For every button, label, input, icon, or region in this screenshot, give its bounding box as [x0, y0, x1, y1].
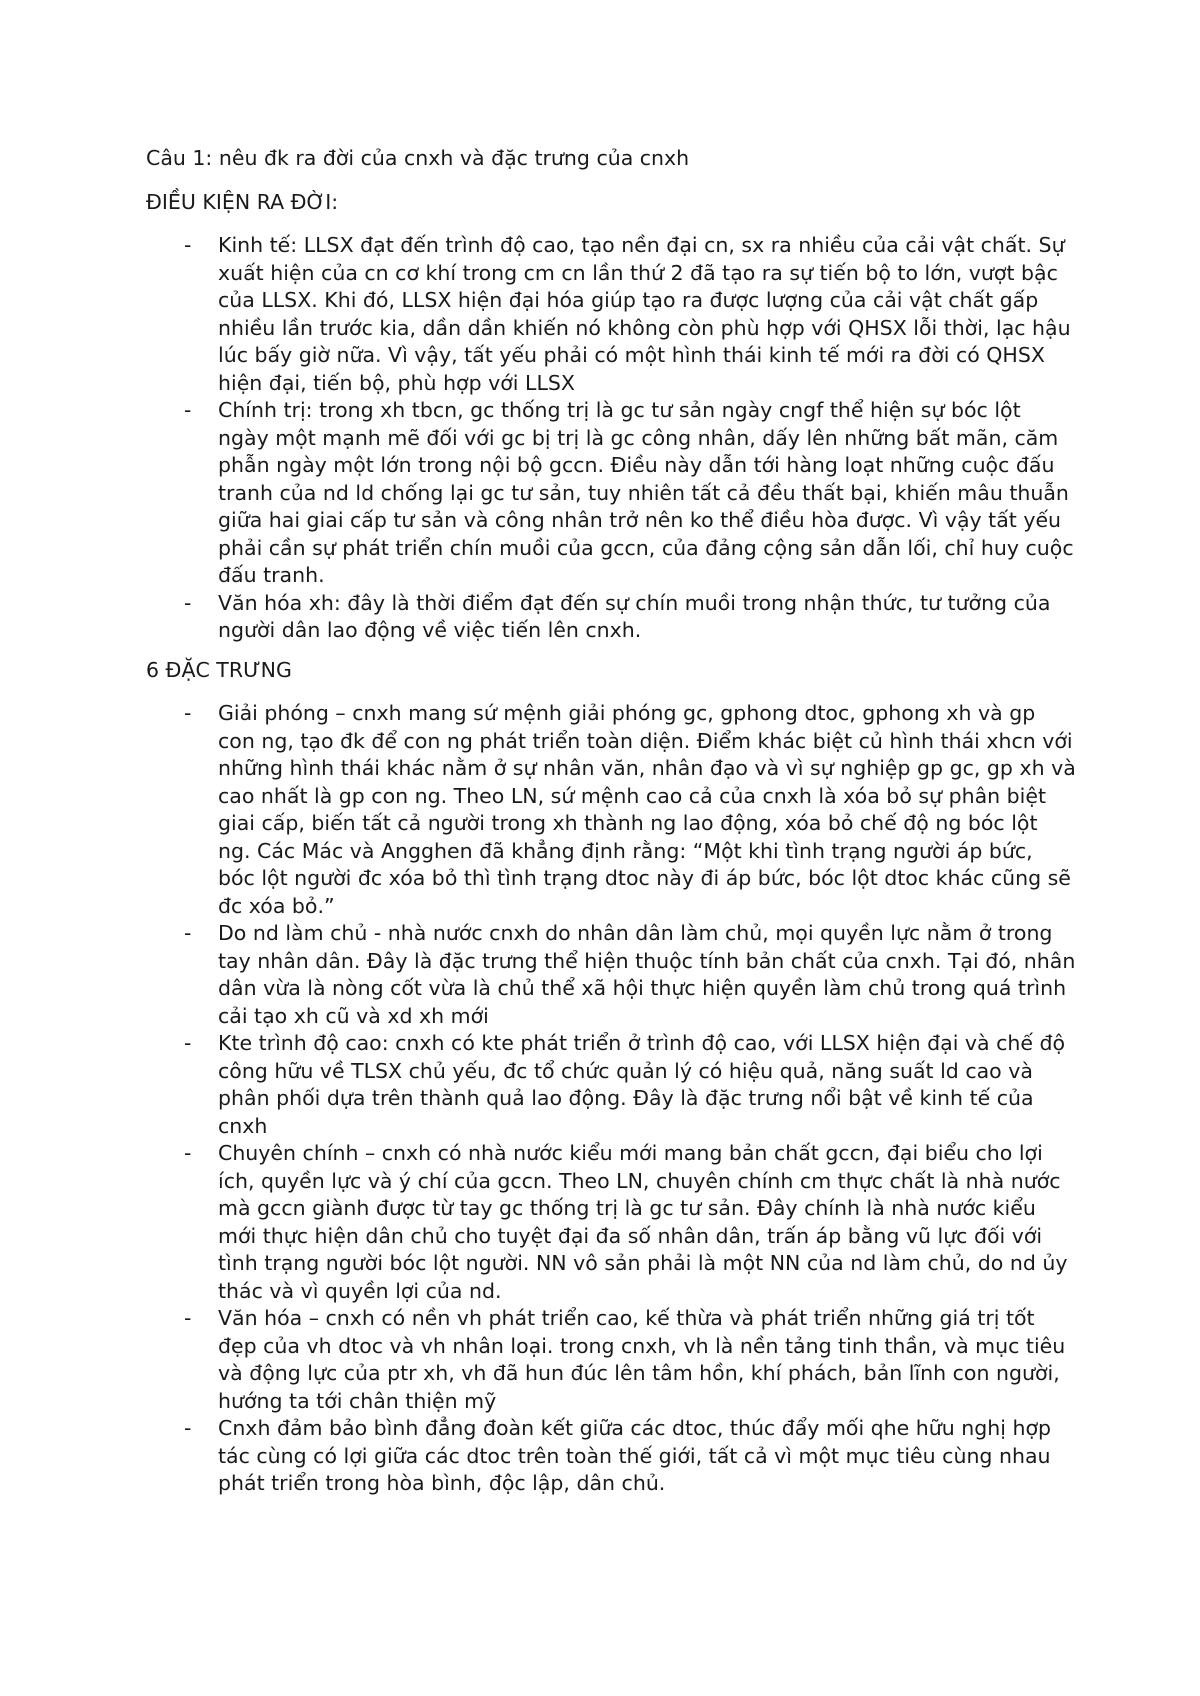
characteristics-list	[146, 700, 1076, 1498]
document-content	[146, 145, 1076, 1498]
section-heading-conditions: ĐIỀU KIỆN RA ĐỜI:	[146, 189, 339, 214]
list-item-text: Giải phóng – cnxh mang sứ mệnh giải phóng gc, gphong dtoc, gphong xh và gp con ng, tạo đk để con ng phát triển toàn diện. Điểm khác biệt củ hình thái xhcn với những hình thái khác nằm ở sự nhân văn, nhân đạo và vì sự nghiệp gp gc, gp xh và cao nhất là gp con ng. Theo LN, sứ mệnh cao cả của cnxh là xóa bỏ sự phân biệt giai cấp, biến tất cả người trong xh thành ng lao động, xóa bỏ chế độ ng bóc lột ng. Các Mác và Angghen đã khẳng định rằng: “Một khi tình trạng người áp bức, bóc lột người đc xóa bỏ thì tình trạng dtoc này đi áp bức, bóc lột dtoc khác cũng sẽ đc xóa bỏ.”	[218, 701, 1076, 918]
list-item	[146, 700, 1076, 920]
dash-bullet: -	[184, 701, 192, 725]
dash-bullet: -	[184, 590, 192, 615]
list-item-text: Chính trị: trong xh tbcn, gc thống trị là gc tư sản ngày cngf thể hiện sự bóc lột ngày một mạnh mẽ đối với gc bị trị là gc công nhân, dấy lên những bất mãn, căm phẫn ngày một lớn trong nội bộ gccn. Điều này dẫn tới hàng loạt những cuộc đấu tranh của nd ld chống lại gc tư sản, tuy nhiên tất cả đều thất bại, khiến mâu thuẫn giữa hai giai cấp tư sản và công nhân trở nên ko thể điều hòa được. Vì vậy tất yếu phải cần sự phát triển chín muồi của gccn, của đảng cộng sản dẫn lối, chỉ huy cuộc đấu tranh.	[218, 398, 1074, 587]
dash-bullet: -	[184, 398, 192, 422]
list-item	[146, 1140, 1076, 1305]
list-item-text: Chuyên chính – cnxh có nhà nước kiểu mới mang bản chất gccn, đại biểu cho lợi ích, quyền lực và ý chí của gccn. Theo LN, chuyên chính cm thực chất là nhà nước mà gccn giành được từ tay gc thống trị là gc tư sản. Đây chính là nhà nước kiểu mới thực hiện dân chủ cho tuyệt đại đa số nhân dân, trấn áp bằng vũ lực đối với tình trạng người bóc lột người. NN vô sản phải là một NN của nd làm chủ, do nd ủy thác và vì quyền lợi của nd.	[218, 1141, 1068, 1303]
list-item	[146, 590, 1076, 645]
list-item-text: Kte trình độ cao: cnxh có kte phát triển ở trình độ cao, với LLSX hiện đại và chế độ công hữu về TLSX chủ yếu, đc tổ chức quản lý có hiệu quả, năng suất ld cao và phân phối dựa trên thành quả lao động. Đây là đặc trưng nổi bật về kinh tế của cnxh	[218, 1031, 1066, 1138]
list-item	[146, 1415, 1076, 1498]
list-item-text: Văn hóa xh: đây là thời điểm đạt đến sự chín muồi trong nhận thức, tư tưởng của người dân lao động về việc tiến lên cnxh.	[218, 590, 1051, 642]
question-title: Câu 1: nêu đk ra đời của cnxh và đặc trưng của cnxh	[146, 146, 690, 170]
list-item	[146, 1030, 1076, 1140]
list-item-text: Văn hóa – cnxh có nền vh phát triển cao, kế thừa và phát triển những giá trị tốt đẹp của vh dtoc và vh nhân loại. trong cnxh, vh là nền tảng tinh thần, và mục tiêu và động lực của ptr xh, vh đã hun đúc lên tâm hồn, khí phách, bản lĩnh con người, hướng ta tới chân thiện mỹ	[218, 1306, 1066, 1413]
list-item	[146, 920, 1076, 1030]
conditions-list	[146, 232, 1076, 645]
dash-bullet: -	[184, 1416, 192, 1440]
dash-bullet: -	[184, 1031, 192, 1055]
list-item-text: Kinh tế: LLSX đạt đến trình độ cao, tạo nền đại cn, sx ra nhiều của cải vật chất. Sự xuất hiện của cn cơ khí trong cm cn lần thứ 2 đã tạo ra sự tiến bộ to lớn, vượt bậc của LLSX. Khi đó, LLSX hiện đại hóa giúp tạo ra được lượng của cải vật chất gấp nhiều lần trước kia, dần dần khiến nó không còn phù hợp với QHSX lỗi thời, lạc hậu lúc bấy giờ nữa. Vì vậy, tất yếu phải có một hình thái kinh tế mới ra đời có QHSX hiện đại, tiến bộ, phù hợp với LLSX	[218, 233, 1071, 395]
list-item-text: Cnxh đảm bảo bình đẳng đoàn kết giữa các dtoc, thúc đẩy mối qhe hữu nghị hợp tác cùng có lợi giữa các dtoc trên toàn thế giới, tất cả vì một mục tiêu cùng nhau phát triển trong hòa bình, độc lập, dân chủ.	[218, 1416, 1052, 1495]
list-item	[146, 232, 1076, 397]
list-item-text: Do nd làm chủ - nhà nước cnxh do nhân dân làm chủ, mọi quyền lực nằm ở trong tay nhân dân. Đây là đặc trưng thể hiện thuộc tính bản chất của cnxh. Tại đó, nhân dân vừa là nòng cốt vừa là chủ thể xã hội thực hiện quyền làm chủ trong quá trình cải tạo xh cũ và xd xh mới	[218, 921, 1076, 1028]
dash-bullet: -	[184, 1306, 192, 1330]
dash-bullet: -	[184, 921, 192, 945]
dash-bullet: -	[184, 233, 192, 257]
dash-bullet: -	[184, 1141, 192, 1165]
list-item	[146, 1305, 1076, 1415]
list-item	[146, 397, 1076, 590]
section-heading-characteristics: 6 ĐẶC TRƯNG	[146, 657, 292, 682]
